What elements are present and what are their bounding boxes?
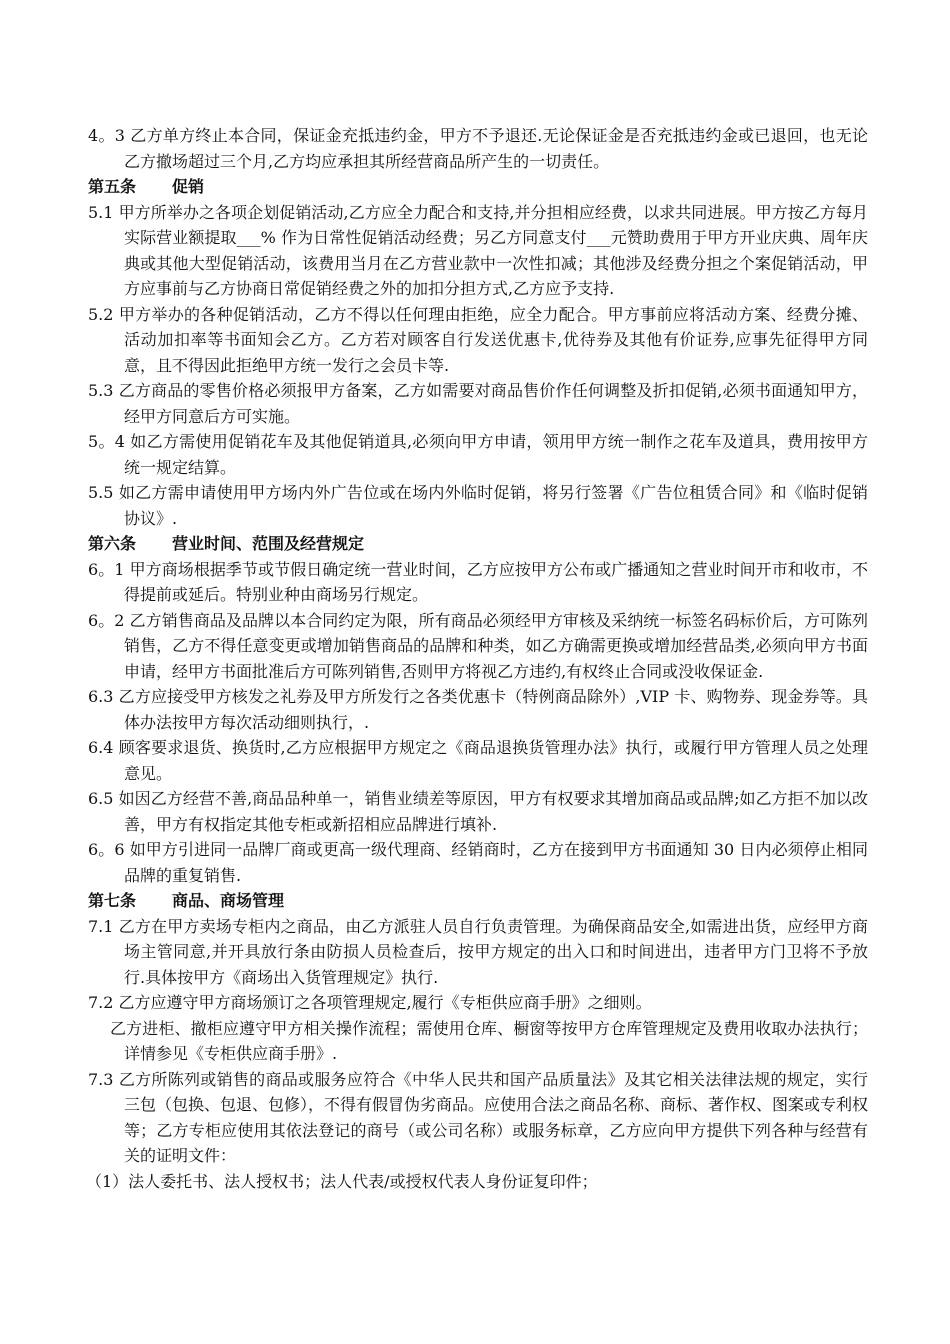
article-heading [88,174,868,200]
clause-paragraph: 7.1 乙方在甲方卖场专柜内之商品，由乙方派驻人员自行负责管理。为确保商品安全,如需进出货，应经甲方商场主管同意,并开具放行条由防损人员检查后，按甲方规定的出入口和时间进出，违者甲方门卫将不予放行.具体按甲方《商场出入货管理规定》执行. [88,916,868,987]
clause-paragraph: 5.3 乙方商品的零售价格必须报甲方备案，乙方如需要对商品售价作任何调整及折扣促销,必须书面通知甲方，经甲方同意后方可实施。 [88,381,868,426]
clause-paragraph: 6.4 顾客要求退货、换货时,乙方应根据甲方规定之《商品退换货管理办法》执行，或履行甲方管理人员之处理意见。 [88,738,868,783]
clause-paragraph: 4。3 乙方单方终止本合同，保证金充抵违约金，甲方不予退还.无论保证金是否充抵违约金或已退回，也无论乙方撤场超过三个月,乙方均应承担其所经营商品所产生的一切责任。 [88,126,868,171]
article-heading [88,888,868,914]
article-title: 商品、商场管理 [172,891,285,910]
clause-paragraph: 5.5 如乙方需申请使用甲方场内外广告位或在场内外临时促销，将另行签署《广告位租赁合同》和《临时促销协议》. [88,483,868,528]
clause-paragraph: 7.2 乙方应遵守甲方商场颁订之各项管理规定,履行《专柜供应商手册》之细则。 [88,993,652,1012]
list-item: （1）法人委托书、法人授权书；法人代表/或授权代表人身份证复印件； [86,1171,598,1191]
document-page [88,123,868,1194]
article-number: 第七条 [88,891,137,910]
clause-paragraph: 5.1 甲方所举办之各项企划促销活动,乙方应全力配合和支持,并分担相应经费，以求共同进展。甲方按乙方每月实际营业额提取___% 作为日常性促销活动经费；另乙方同意支付___元赞助费用于甲方开业庆典、周年庆典或其他大型促销活动，该费用当月在乙方营业款中一次性扣减；其他涉及经费分担之个案促销活动，甲方应事前与乙方协商日常促销经费之外的加扣分担方式,乙方应予支持. [88,202,868,298]
article-number: 第六条 [88,534,137,553]
article-title: 促销 [172,177,205,196]
clause-paragraph: 6。2 乙方销售商品及品牌以本合同约定为限，所有商品必须经甲方审核及采纳统一标签名码标价后，方可陈列销售，乙方不得任意变更或增加销售商品的品牌和种类，如乙方确需更换或增加经营品类,必须向甲方书面申请，经甲方书面批准后方可陈列销售,否则甲方将视乙方违约,有权终止合同或没收保证金. [88,610,868,681]
article-number: 第五条 [88,177,137,196]
clause-paragraph: 6.3 乙方应接受甲方核发之礼券及甲方所发行之各类优惠卡（特例商品除外）,VIP 卡、购物券、现金券等。具体办法按甲方每次活动细则执行，. [88,687,868,732]
article-heading [88,531,868,557]
clause-paragraph: 6。6 如甲方引进同一品牌厂商或更高一级代理商、经销商时，乙方在接到甲方书面通知 30 日内必须停止相同品牌的重复销售. [88,840,868,885]
clause-paragraph: 5.2 甲方举办的各种促销活动，乙方不得以任何理由拒绝，应全力配合。甲方事前应将活动方案、经费分摊、活动加扣率等书面知会乙方。乙方若对顾客自行发送优惠卡,优待券及其他有价证券,应事先征得甲方同意，且不得因此拒绝甲方统一发行之会员卡等. [88,304,868,375]
clause-paragraph: 5。4 如乙方需使用促销花车及其他促销道具,必须向甲方申请，领用甲方统一制作之花车及道具，费用按甲方统一规定结算。 [88,432,868,477]
clause-paragraph: 乙方进柜、撤柜应遵守甲方相关操作流程；需使用仓库、橱窗等按甲方仓库管理规定及费用收取办法执行；详情参见《专柜供应商手册》. [110,1018,868,1063]
clause-paragraph: 6。1 甲方商场根据季节或节假日确定统一营业时间，乙方应按甲方公布或广播通知之营业时间开市和收市，不得提前或延后。特别业种由商场另行规定。 [88,559,868,604]
article-title: 营业时间、范围及经营规定 [172,534,365,553]
clause-paragraph: 7.3 乙方所陈列或销售的商品或服务应符合《中华人民共和国产品质量法》及其它相关法律法规的规定，实行三包（包换、包退、包修），不得有假冒伪劣商品。应使用合法之商品名称、商标、著作权、图案或专利权等；乙方专柜应使用其依法登记的商号（或公司名称）或服务标章，乙方应向甲方提供下列各种与经营有关的证明文件： [88,1069,869,1165]
clause-paragraph: 6.5 如因乙方经营不善,商品品种单一，销售业绩差等原因，甲方有权要求其增加商品或品牌;如乙方拒不加以改善，甲方有权指定其他专柜或新招相应品牌进行填补. [88,789,868,834]
